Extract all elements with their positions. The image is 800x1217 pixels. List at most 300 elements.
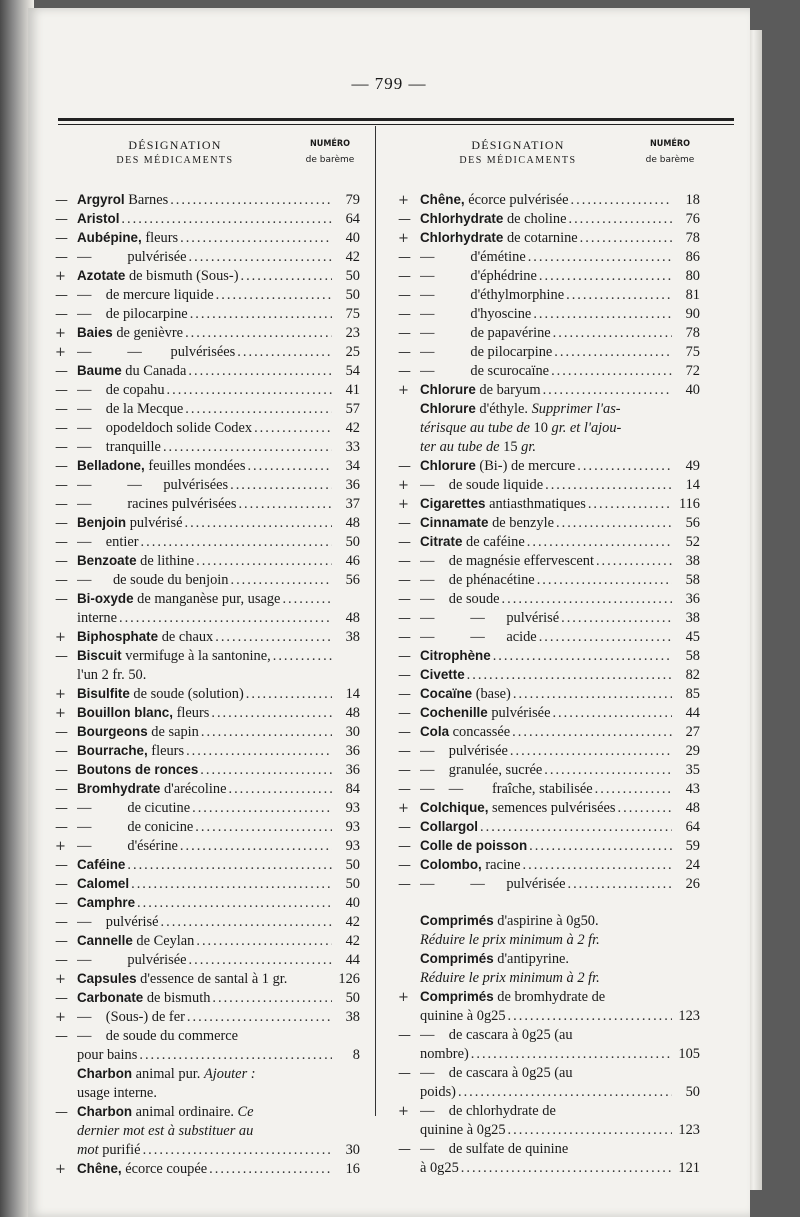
entry-text bbox=[420, 838, 674, 855]
page-edge bbox=[748, 30, 762, 1190]
entry-row bbox=[398, 781, 700, 800]
entry-subitem: quinine à 0g25 bbox=[420, 1122, 506, 1138]
entry-row bbox=[55, 1142, 360, 1161]
entry-row bbox=[55, 667, 360, 686]
dot-leader bbox=[566, 287, 672, 304]
entry-row bbox=[55, 420, 360, 439]
entry-subitem: — de la Mecque bbox=[77, 401, 184, 417]
entry-row bbox=[398, 1065, 700, 1084]
entry-number: 84 bbox=[345, 781, 360, 797]
entry-text bbox=[420, 363, 674, 380]
entry-number: 85 bbox=[685, 686, 700, 702]
entry-note: gr. bbox=[521, 439, 536, 455]
dot-leader bbox=[273, 648, 332, 665]
entry-row bbox=[398, 325, 700, 344]
entry-name: Bourrache, bbox=[77, 743, 148, 758]
entry-row bbox=[398, 970, 700, 989]
entry-text bbox=[420, 1008, 674, 1025]
entry-row bbox=[55, 610, 360, 629]
entry-number: 49 bbox=[685, 458, 700, 474]
entry-row bbox=[398, 420, 700, 439]
dot-leader bbox=[212, 990, 332, 1007]
dot-leader bbox=[161, 914, 332, 931]
entry-text bbox=[77, 230, 334, 247]
page-number: — 799 — bbox=[351, 74, 427, 93]
entry-number: 37 bbox=[345, 496, 360, 512]
entry-name: Colchique, bbox=[420, 800, 489, 815]
entry-row bbox=[398, 211, 700, 230]
entry-row bbox=[398, 610, 700, 629]
entry-detail: de bismuth (Sous-) bbox=[125, 268, 239, 284]
entry-marker: — bbox=[398, 307, 411, 322]
entry-text bbox=[420, 230, 674, 247]
entry-name: Chlorure bbox=[420, 458, 476, 473]
entry-marker: — bbox=[398, 288, 411, 303]
entry-text bbox=[420, 913, 674, 930]
entry-text bbox=[420, 1141, 674, 1158]
entry-number: 82 bbox=[685, 667, 700, 683]
entry-subitem: — de magnésie effervescent bbox=[420, 553, 594, 569]
dot-leader bbox=[139, 1047, 332, 1064]
entry-name: Colombo, bbox=[420, 857, 482, 872]
entry-row bbox=[398, 648, 700, 667]
entry-marker: + bbox=[55, 706, 66, 721]
entry-number: 38 bbox=[345, 629, 360, 645]
entry-text bbox=[77, 781, 334, 798]
entry-text bbox=[420, 477, 674, 494]
entry-marker: — bbox=[398, 649, 411, 664]
dot-leader bbox=[528, 249, 672, 266]
entry-text bbox=[77, 705, 334, 722]
entry-row bbox=[398, 686, 700, 705]
entry-name: Boutons de ronces bbox=[77, 762, 199, 777]
entry-text bbox=[420, 420, 674, 437]
entry-subitem: — de sulfate de quinine bbox=[420, 1141, 569, 1157]
entry-note: gr. et l'ajou- bbox=[551, 420, 622, 436]
entry-detail: d'aspirine à 0g50. bbox=[493, 913, 599, 929]
dot-leader bbox=[513, 686, 672, 703]
entry-text bbox=[420, 648, 674, 665]
entry-marker: — bbox=[398, 782, 411, 797]
entry-number: 50 bbox=[685, 1084, 700, 1100]
dot-leader bbox=[545, 477, 672, 494]
dot-leader bbox=[127, 857, 332, 874]
entry-row bbox=[55, 382, 360, 401]
entry-text bbox=[77, 344, 334, 361]
entry-detail: de chaux bbox=[158, 629, 214, 645]
entry-text bbox=[420, 591, 674, 608]
entry-number: 45 bbox=[685, 629, 700, 645]
entry-subitem: — de soude du benjoin bbox=[77, 572, 229, 588]
left-column-header bbox=[55, 134, 360, 192]
entry-detail: pulvérisée bbox=[487, 705, 551, 721]
dot-leader bbox=[467, 667, 672, 684]
entry-marker: — bbox=[55, 877, 68, 892]
entry-number: 44 bbox=[685, 705, 700, 721]
entry-name: Charbon bbox=[77, 1104, 133, 1119]
entry-number: 56 bbox=[685, 515, 700, 531]
entry-note: térisque au tube de bbox=[420, 420, 530, 436]
entry-number: 56 bbox=[345, 572, 360, 588]
column-divider bbox=[375, 126, 376, 1116]
entry-text bbox=[420, 192, 674, 209]
right-column-header bbox=[398, 134, 700, 192]
entry-row bbox=[398, 667, 700, 686]
entry-name: Cinnamate bbox=[420, 515, 489, 530]
entry-row bbox=[55, 1161, 360, 1180]
entry-row bbox=[55, 648, 360, 667]
entry-name: Camphre bbox=[77, 895, 136, 910]
entry-number: 26 bbox=[685, 876, 700, 892]
entry-text bbox=[420, 211, 674, 228]
entry-marker: — bbox=[398, 630, 411, 645]
entry-text bbox=[420, 932, 674, 949]
entry-marker: + bbox=[55, 326, 66, 341]
entry-marker: — bbox=[398, 269, 411, 284]
entry-detail: de cotarnine bbox=[503, 230, 578, 246]
entry-marker: — bbox=[55, 1105, 68, 1120]
entry-text bbox=[77, 819, 334, 836]
entry-marker: — bbox=[55, 383, 68, 398]
entry-number: 48 bbox=[345, 705, 360, 721]
dot-leader bbox=[527, 534, 672, 551]
entry-row bbox=[398, 876, 700, 895]
entry-text bbox=[420, 951, 674, 968]
entry-row bbox=[55, 477, 360, 496]
entry-detail: d'arécoline bbox=[160, 781, 227, 797]
entry-number: 105 bbox=[678, 1046, 700, 1062]
dot-leader bbox=[228, 781, 332, 798]
entry-row bbox=[398, 743, 700, 762]
entry-row bbox=[398, 344, 700, 363]
dot-leader bbox=[230, 477, 332, 494]
entry-text bbox=[420, 743, 674, 760]
entry-text bbox=[420, 458, 674, 475]
entry-row bbox=[398, 1160, 700, 1179]
dot-leader bbox=[254, 420, 332, 437]
entry-row bbox=[398, 1122, 700, 1141]
entry-row bbox=[55, 230, 360, 249]
dot-leader bbox=[246, 686, 332, 703]
entry-subitem: — d'éphédrine bbox=[420, 268, 537, 284]
entry-marker: — bbox=[398, 668, 411, 683]
dot-leader bbox=[471, 1046, 672, 1063]
entry-text bbox=[77, 876, 334, 893]
entry-number: 52 bbox=[685, 534, 700, 550]
document-page bbox=[28, 8, 750, 1217]
entry-marker: — bbox=[398, 326, 411, 341]
entry-detail: de choline bbox=[503, 211, 567, 227]
entry-number: 36 bbox=[685, 591, 700, 607]
dot-leader bbox=[121, 211, 332, 228]
entry-name: Colle de poisson bbox=[420, 838, 528, 853]
entry-marker: + bbox=[55, 972, 66, 987]
entry-text bbox=[420, 287, 674, 304]
entry-text bbox=[77, 553, 334, 570]
entry-row bbox=[398, 192, 700, 211]
entry-number: 72 bbox=[685, 363, 700, 379]
entry-row bbox=[398, 401, 700, 420]
header-rule bbox=[58, 118, 734, 121]
entry-number: 126 bbox=[338, 971, 360, 987]
entry-detail: fleurs bbox=[147, 743, 185, 759]
entry-subitem: interne bbox=[77, 610, 117, 626]
entry-marker: — bbox=[55, 858, 68, 873]
entry-row bbox=[55, 1047, 360, 1066]
entry-row bbox=[398, 1027, 700, 1046]
entry-marker: — bbox=[398, 535, 411, 550]
entry-text bbox=[77, 1142, 334, 1159]
dot-leader bbox=[209, 1161, 332, 1178]
entry-row bbox=[55, 553, 360, 572]
entry-subitem: — racines pulvérisées bbox=[77, 496, 237, 512]
entry-row bbox=[55, 686, 360, 705]
entry-marker: — bbox=[55, 896, 68, 911]
entry-row bbox=[398, 800, 700, 819]
dot-leader bbox=[508, 1008, 672, 1025]
entry-number: 46 bbox=[345, 553, 360, 569]
dot-leader bbox=[137, 895, 332, 912]
entry-number: 38 bbox=[345, 1009, 360, 1025]
entry-detail: de Ceylan bbox=[132, 933, 195, 949]
entry-row bbox=[398, 306, 700, 325]
entry-name: Argyrol bbox=[77, 192, 125, 207]
entry-row bbox=[398, 534, 700, 553]
entry-detail: pulvérisé bbox=[126, 515, 183, 531]
entry-number: 81 bbox=[685, 287, 700, 303]
entry-row bbox=[55, 287, 360, 306]
entry-text bbox=[420, 1122, 674, 1139]
entry-text bbox=[420, 629, 674, 646]
entry-marker: + bbox=[55, 630, 66, 645]
entry-text bbox=[77, 1066, 334, 1083]
entry-row bbox=[398, 382, 700, 401]
entry-number: 75 bbox=[345, 306, 360, 322]
entry-marker: — bbox=[55, 649, 68, 664]
entry-subitem: — d'éthylmorphine bbox=[420, 287, 565, 303]
entry-text bbox=[77, 800, 334, 817]
entry-text bbox=[420, 1084, 674, 1101]
entry-text bbox=[77, 762, 334, 779]
entry-subitem: — de cascara à 0g25 (au bbox=[420, 1065, 573, 1081]
entry-row bbox=[398, 951, 700, 970]
entry-marker: — bbox=[398, 839, 411, 854]
entry-text bbox=[77, 249, 334, 266]
dot-leader bbox=[215, 629, 332, 646]
entry-marker: — bbox=[55, 250, 68, 265]
entry-marker: + bbox=[55, 1162, 66, 1177]
entry-number: 93 bbox=[345, 819, 360, 835]
left-column bbox=[55, 134, 360, 1180]
bareme-heading: de barème bbox=[305, 155, 355, 165]
entry-text bbox=[77, 534, 334, 551]
entry-name: Bromhydrate bbox=[77, 781, 161, 796]
entry-number: 43 bbox=[685, 781, 700, 797]
entry-marker: — bbox=[398, 459, 411, 474]
entry-text bbox=[77, 857, 334, 874]
entry-marker: — bbox=[398, 554, 411, 569]
entry-text bbox=[420, 534, 674, 551]
dot-leader bbox=[143, 1142, 332, 1159]
entry-marker: — bbox=[398, 706, 411, 721]
entry-number: 57 bbox=[345, 401, 360, 417]
entry-row bbox=[398, 1046, 700, 1065]
entry-text bbox=[77, 1104, 334, 1121]
entry-subitem: — de chlorhydrate de bbox=[420, 1103, 556, 1119]
dot-leader bbox=[529, 838, 672, 855]
entry-row bbox=[398, 572, 700, 591]
entry-row bbox=[398, 857, 700, 876]
right-column bbox=[398, 134, 700, 1179]
entry-text bbox=[77, 990, 334, 1007]
dot-leader bbox=[240, 268, 332, 285]
entry-subitem: — de soude bbox=[420, 591, 500, 607]
entry-row bbox=[55, 1104, 360, 1123]
entry-row bbox=[55, 1085, 360, 1104]
dot-leader bbox=[185, 325, 332, 342]
entry-detail: animal ordinaire. bbox=[132, 1104, 238, 1120]
entry-subitem: — — pulvérisées bbox=[77, 477, 229, 493]
entry-detail: de sapin bbox=[147, 724, 199, 740]
numero-heading: NUMÉRO bbox=[309, 139, 351, 149]
dot-leader bbox=[595, 781, 672, 798]
entry-row bbox=[398, 819, 700, 838]
entry-number: 50 bbox=[345, 534, 360, 550]
entry-name: Chlorhydrate bbox=[420, 211, 504, 226]
entry-row bbox=[398, 989, 700, 1008]
entry-marker: — bbox=[398, 1028, 411, 1043]
dot-leader bbox=[568, 211, 672, 228]
dot-leader bbox=[180, 230, 332, 247]
entry-name: Belladone, bbox=[77, 458, 145, 473]
entry-name: Calomel bbox=[77, 876, 130, 891]
entry-number: 41 bbox=[345, 382, 360, 398]
entry-number: 64 bbox=[685, 819, 700, 835]
entry-number: 50 bbox=[345, 990, 360, 1006]
entry-text bbox=[420, 496, 674, 513]
entry-row bbox=[55, 1009, 360, 1028]
entry-text bbox=[77, 667, 334, 684]
dot-leader bbox=[577, 458, 672, 475]
entry-name: Benjoin bbox=[77, 515, 127, 530]
dot-leader bbox=[195, 819, 332, 836]
entry-marker: — bbox=[398, 820, 411, 835]
entry-marker: — bbox=[398, 212, 411, 227]
entry-number: 59 bbox=[685, 838, 700, 854]
entry-name: Citrophène bbox=[420, 648, 491, 663]
entry-marker: — bbox=[55, 592, 68, 607]
entry-name: Bourgeons bbox=[77, 724, 148, 739]
dot-leader bbox=[185, 401, 332, 418]
entry-row bbox=[55, 1066, 360, 1085]
entry-text bbox=[77, 211, 334, 228]
entry-detail: 15 bbox=[499, 439, 522, 455]
dot-leader bbox=[523, 857, 673, 874]
entry-text bbox=[77, 648, 334, 665]
entry-number: 8 bbox=[352, 1047, 360, 1063]
entry-row bbox=[55, 192, 360, 211]
entry-note: Réduire le prix minimum à 2 fr. bbox=[420, 970, 600, 986]
dot-leader bbox=[543, 382, 672, 399]
entry-number: 116 bbox=[678, 496, 700, 512]
entry-text bbox=[420, 724, 674, 741]
dot-leader bbox=[458, 1084, 672, 1101]
dot-leader bbox=[196, 553, 332, 570]
entry-number: 50 bbox=[345, 876, 360, 892]
entry-row bbox=[55, 724, 360, 743]
entry-number: 34 bbox=[345, 458, 360, 474]
entry-row bbox=[55, 800, 360, 819]
entry-marker: — bbox=[398, 573, 411, 588]
entry-note: Ce bbox=[237, 1104, 254, 1120]
entry-row bbox=[398, 762, 700, 781]
entry-marker: — bbox=[398, 687, 411, 702]
entry-subitem: — de mercure liquide bbox=[77, 287, 214, 303]
entry-text bbox=[77, 363, 334, 380]
dot-leader bbox=[189, 952, 332, 969]
entry-marker: — bbox=[55, 402, 68, 417]
entry-number: 48 bbox=[345, 515, 360, 531]
entry-subitem: l'un 2 fr. 50. bbox=[77, 667, 147, 683]
entry-subitem: — de copahu bbox=[77, 382, 165, 398]
entry-detail: de genièvre bbox=[112, 325, 184, 341]
entry-note: dernier mot est à substituer au bbox=[77, 1123, 254, 1139]
entry-row bbox=[398, 932, 700, 951]
entry-text bbox=[77, 1028, 334, 1045]
entry-marker: — bbox=[55, 1029, 68, 1044]
entry-row bbox=[398, 591, 700, 610]
entry-row bbox=[398, 913, 700, 932]
entry-detail: purifié bbox=[98, 1142, 141, 1158]
entry-number: 36 bbox=[345, 762, 360, 778]
entry-text bbox=[420, 1046, 674, 1063]
entry-text bbox=[77, 306, 334, 323]
dot-leader bbox=[282, 591, 332, 608]
dot-leader bbox=[461, 1160, 672, 1177]
entry-row bbox=[398, 724, 700, 743]
entry-name: Collargol bbox=[420, 819, 479, 834]
entry-row bbox=[55, 762, 360, 781]
entry-text bbox=[77, 591, 334, 608]
dot-leader bbox=[554, 344, 672, 361]
dot-leader bbox=[163, 439, 332, 456]
entry-text bbox=[77, 287, 334, 304]
entry-number: 30 bbox=[345, 1142, 360, 1158]
dot-leader bbox=[508, 1122, 672, 1139]
dot-leader bbox=[119, 610, 332, 627]
entry-text bbox=[77, 629, 334, 646]
dot-leader bbox=[561, 610, 672, 627]
dot-leader bbox=[237, 344, 332, 361]
entry-text bbox=[420, 572, 674, 589]
entry-detail: fleurs bbox=[172, 705, 210, 721]
entry-name: Cola bbox=[420, 724, 450, 739]
dot-leader bbox=[551, 363, 672, 380]
entry-text bbox=[420, 249, 674, 266]
entry-marker: — bbox=[55, 231, 68, 246]
entry-text bbox=[420, 819, 674, 836]
entry-detail: (base) bbox=[472, 686, 511, 702]
dot-leader bbox=[211, 705, 332, 722]
entry-text bbox=[77, 743, 334, 760]
dot-leader bbox=[539, 629, 672, 646]
entry-row bbox=[55, 895, 360, 914]
entry-number: 123 bbox=[678, 1122, 700, 1138]
entry-name: Cochenille bbox=[420, 705, 488, 720]
entry-row bbox=[55, 876, 360, 895]
entry-subitem: — — pulvérisées bbox=[77, 344, 236, 360]
dot-leader bbox=[180, 838, 332, 855]
